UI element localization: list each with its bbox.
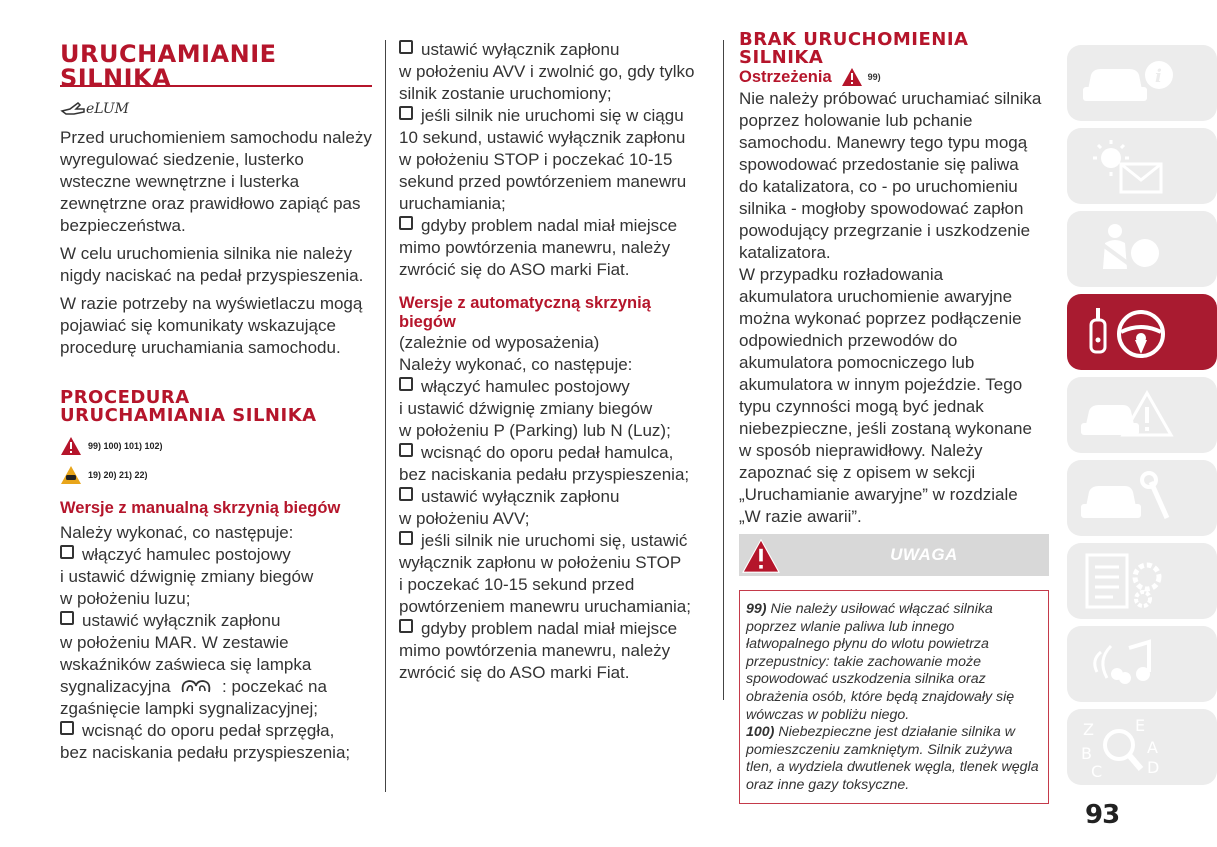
caution-car-icon (60, 465, 82, 485)
bullet-text: bez naciskania pedału przyspieszenia; (399, 465, 690, 484)
title-line-1: URUCHAMIANIE (60, 40, 277, 68)
procedure-heading (60, 389, 317, 425)
tab-safety[interactable] (1067, 211, 1217, 287)
title-rule (60, 85, 372, 87)
bullet-text: gdyby problem nadal miał miejsce (421, 619, 678, 638)
maintenance-icon (1077, 466, 1187, 530)
manual-gearbox-heading: Wersje z manualną skrzynią biegów (60, 499, 341, 517)
tab-starting-driving[interactable] (1067, 294, 1217, 370)
bullet-square-icon (399, 377, 413, 391)
text-line: poprzez holowanie lub pchanie (739, 111, 973, 130)
tab-index[interactable] (1067, 709, 1217, 785)
bullet-text: : poczekać na (222, 677, 327, 696)
title-line-2: SILNIKA (60, 64, 172, 92)
danger-icon (60, 436, 82, 456)
bullet-text: silnik zostanie uruchomiony; (399, 84, 612, 103)
svg-text:E: E (1135, 716, 1146, 735)
index-icon (1077, 715, 1187, 779)
bullet-square-icon (399, 487, 413, 501)
svg-text:i: i (1155, 66, 1162, 87)
bullet-item (60, 544, 380, 566)
svg-text:eLUM: eLUM (86, 101, 129, 117)
column-divider (385, 40, 386, 792)
text-line: „Uruchamianie awaryjne” w rozdziale (739, 485, 1018, 504)
warning-number: 99) (746, 601, 767, 617)
bullet-text: w położeniu MAR. W zestawie (60, 633, 289, 652)
text-line: akumulatora uruchomienie awaryjne (739, 287, 1013, 306)
display-messages-paragraph: W razie potrzeby na wyświetlaczu mogą pojawiać się komunikaty wskazujące procedurę uruchamiania samochodu. (60, 294, 363, 357)
equipment-note: (zależnie od wyposażenia) (399, 333, 600, 352)
text-line: odpowiednich przewodów do (739, 331, 958, 350)
manual-intro: Należy wykonać, co następuje: (60, 523, 294, 542)
column-divider (723, 40, 724, 700)
bullet-item (399, 442, 719, 464)
bullet-text: mimo powtórzenia manewru, należy (399, 641, 671, 660)
bullet-square-icon (399, 106, 413, 120)
bullet-text: ustawić wyłącznik zapłonu (82, 611, 281, 630)
bullet-text: ustawić wyłącznik zapłonu (421, 40, 620, 59)
tab-technical-data[interactable] (1067, 543, 1217, 619)
bullet-text: wcisnąć do oporu pedał sprzęgła, (82, 721, 335, 740)
bullet-square-icon (60, 611, 74, 625)
bullet-item (399, 105, 719, 127)
text-line: do katalizatora, co - po uruchomieniu (739, 177, 1018, 196)
multimedia-icon (1077, 632, 1187, 696)
bullet-item (399, 376, 719, 398)
bullet-text: 10 sekund, ustawić wyłącznik zapłonu (399, 128, 686, 147)
emergency-icon (1077, 383, 1187, 447)
bullet-square-icon (399, 619, 413, 633)
text-line: akumulatora pomocniczego lub (739, 353, 975, 372)
heading-line: SILNIKA (739, 47, 824, 68)
text-line: niebezpieczne, jeśli zostaną wykonane (739, 419, 1032, 438)
bullet-item (399, 618, 719, 640)
bullet-item (399, 486, 719, 508)
bullet-text: mimo powtórzenia manewru, należy (399, 238, 671, 257)
bullet-text: zwrócić się do ASO marki Fiat. (399, 260, 630, 279)
warning-number: 100) (746, 724, 775, 741)
bullet-square-icon (60, 721, 74, 735)
tab-multimedia[interactable] (1067, 626, 1217, 702)
bullet-text: w położeniu P (Parking) lub N (Luz); (399, 421, 671, 440)
warning-item (746, 724, 1040, 794)
intro-paragraph: Przed uruchomieniem samochodu należy wyregulować siedzenie, lusterko wsteczne wewnętrzne i lusterka zewnętrzne oraz prawidłowo zapiąć pas bezpieczeństwa. (60, 128, 372, 235)
text-line: można wykonać poprzez podłączenie (739, 309, 1022, 328)
tab-dashboard-lights[interactable] (1067, 128, 1217, 204)
bullet-text: wcisnąć do oporu pedał hamulca, (421, 443, 674, 462)
heading-line: Wersje z automatyczną skrzynią (399, 294, 651, 312)
warnings-subheading: Ostrzeżenia (739, 67, 832, 86)
bullet-square-icon (399, 40, 413, 54)
text-line: powodujący przegrzanie i uszkodzenie (739, 221, 1031, 240)
text-line: spowodować przedostanie się paliwa (739, 155, 1019, 174)
warning-text: Niebezpieczne jest działanie silnika w pomieszczeniu zamkniętym. Silnik zużywa tlen, a wydziela dwutlenek węgla, tlenek węgla oraz inne gazy toksyczne. (746, 724, 1039, 793)
text-line: samochodu. Manewry tego typu mogą (739, 133, 1028, 152)
no-start-heading (739, 31, 969, 67)
bullet-text: i ustawić dźwignię zmiany biegów (60, 567, 314, 586)
text-line: „W razie awarii”. (739, 507, 862, 526)
heading-line: BRAK URUCHOMIENIA (739, 29, 969, 50)
bullet-text: wyłącznik zapłonu w położeniu STOP (399, 553, 682, 572)
text-line: Nie należy próbować uruchamiać silnika (739, 89, 1042, 108)
bullet-text: zwrócić się do ASO marki Fiat. (399, 663, 630, 682)
bullet-square-icon (60, 545, 74, 559)
no-accelerator-paragraph: W celu uruchomienia silnika nie należy nigdy naciskać na pedał przyspieszenia. (60, 244, 364, 285)
automatic-gearbox-heading (399, 294, 651, 332)
safety-airbag-icon (1077, 217, 1187, 281)
svg-text:Z: Z (1083, 720, 1094, 739)
bullet-item (399, 215, 719, 237)
dashboard-lights-icon (1077, 134, 1187, 198)
procedure-heading-line-2: URUCHAMIANIA SILNIKA (60, 405, 317, 426)
warning-refs-text: 99) 100) 101) 102) (88, 441, 163, 451)
procedure-heading-line-1: PROCEDURA (60, 387, 190, 408)
bullet-text: i ustawić dźwignię zmiany biegów (399, 399, 653, 418)
bullet-text: w położeniu AVV i zwolnić go, gdy tylko (399, 62, 695, 81)
caution-refs-text: 19) 20) 21) 22) (88, 470, 148, 480)
text-line: w sposób nieprawidłowy. Należy (739, 441, 983, 460)
danger-icon (840, 67, 864, 87)
bullet-text: w położeniu luzu; (60, 589, 191, 608)
bullet-item (60, 720, 380, 742)
bullet-text: w położeniu STOP i poczekać 10-15 (399, 150, 673, 169)
bullet-item (399, 39, 719, 61)
svg-text:A: A (1147, 738, 1158, 757)
section-title (60, 42, 277, 90)
bullet-text: zgaśnięcie lampki sygnalizacyjnej; (60, 699, 318, 718)
text-line: typu czynności mogą być jednak (739, 397, 984, 416)
heading-line: biegów (399, 313, 456, 331)
bullet-item (399, 530, 719, 552)
technical-data-icon (1077, 549, 1187, 613)
bullet-text: powtórzeniem manewru uruchamiania; (399, 597, 691, 616)
bullet-item (60, 610, 380, 632)
text-line: zapoznać się z opisem w sekcji (739, 463, 976, 482)
bullet-text: bez naciskania pedału przyspieszenia; (60, 743, 351, 762)
warning-box-label: UWAGA (890, 545, 958, 564)
auto-intro: Należy wykonać, co następuje: (399, 355, 633, 374)
bullet-text: gdyby problem nadal miał miejsce (421, 216, 678, 235)
no-start-body (739, 88, 1059, 528)
tab-maintenance[interactable] (1067, 460, 1217, 536)
text-line: akumulatora w innym pojeździe. Tego (739, 375, 1023, 394)
bullet-text: włączyć hamulec postojowy (82, 545, 291, 564)
page-number: 93 (1085, 800, 1120, 830)
bullet-text-with-icon (60, 676, 380, 698)
warning-box (739, 590, 1049, 804)
starting-driving-icon (1077, 300, 1187, 364)
bullet-text: w położeniu AVV; (399, 509, 530, 528)
bullet-text: wskaźników zaświeca się lampka (60, 655, 312, 674)
bullet-text: włączyć hamulec postojowy (421, 377, 630, 396)
bullet-text: sygnalizacyjna (60, 677, 171, 696)
text-line: katalizatora. (739, 243, 831, 262)
tab-car-info[interactable] (1067, 45, 1217, 121)
tab-emergency[interactable] (1067, 377, 1217, 453)
warning-item (746, 601, 1040, 724)
bullet-square-icon (399, 216, 413, 230)
bullet-text: uruchamiania; (399, 194, 506, 213)
warning-box-header (739, 534, 1049, 576)
warning-text: Nie należy usiłować włączać silnika poprzez wlanie paliwa lub innego łatwopalnego płynu do wlotu powietrza przepustnicy: takie zachowanie może spowodować uszkodzenia silnika oraz obrażenia osób, które będą znajdowały się wówczas w pobliżu niego. (746, 601, 1015, 723)
bullet-text: jeśli silnik nie uruchomi się w ciągu (421, 106, 684, 125)
glow-plug-icon (179, 678, 213, 694)
bullet-square-icon (399, 443, 413, 457)
bullet-square-icon (399, 531, 413, 545)
bullet-text: sekund przed powtórzeniem manewru (399, 172, 687, 191)
text-line: W przypadku rozładowania (739, 265, 944, 284)
bullet-text: ustawić wyłącznik zapłonu (421, 487, 620, 506)
svg-text:C: C (1091, 762, 1103, 781)
elum-manual-icon (60, 97, 129, 119)
car-info-icon (1077, 51, 1187, 115)
svg-text:B: B (1081, 744, 1092, 763)
bullet-text: jeśli silnik nie uruchomi się, ustawić (421, 531, 688, 550)
warning-ref: 99) (867, 72, 881, 82)
text-line: silnika - mogłoby spowodować zapłon (739, 199, 1024, 218)
warnings-subheading-row (739, 67, 881, 87)
svg-text:D: D (1147, 758, 1160, 777)
warning-refs (60, 436, 163, 456)
caution-refs (60, 465, 148, 485)
bullet-text: i poczekać 10-15 sekund przed (399, 575, 635, 594)
